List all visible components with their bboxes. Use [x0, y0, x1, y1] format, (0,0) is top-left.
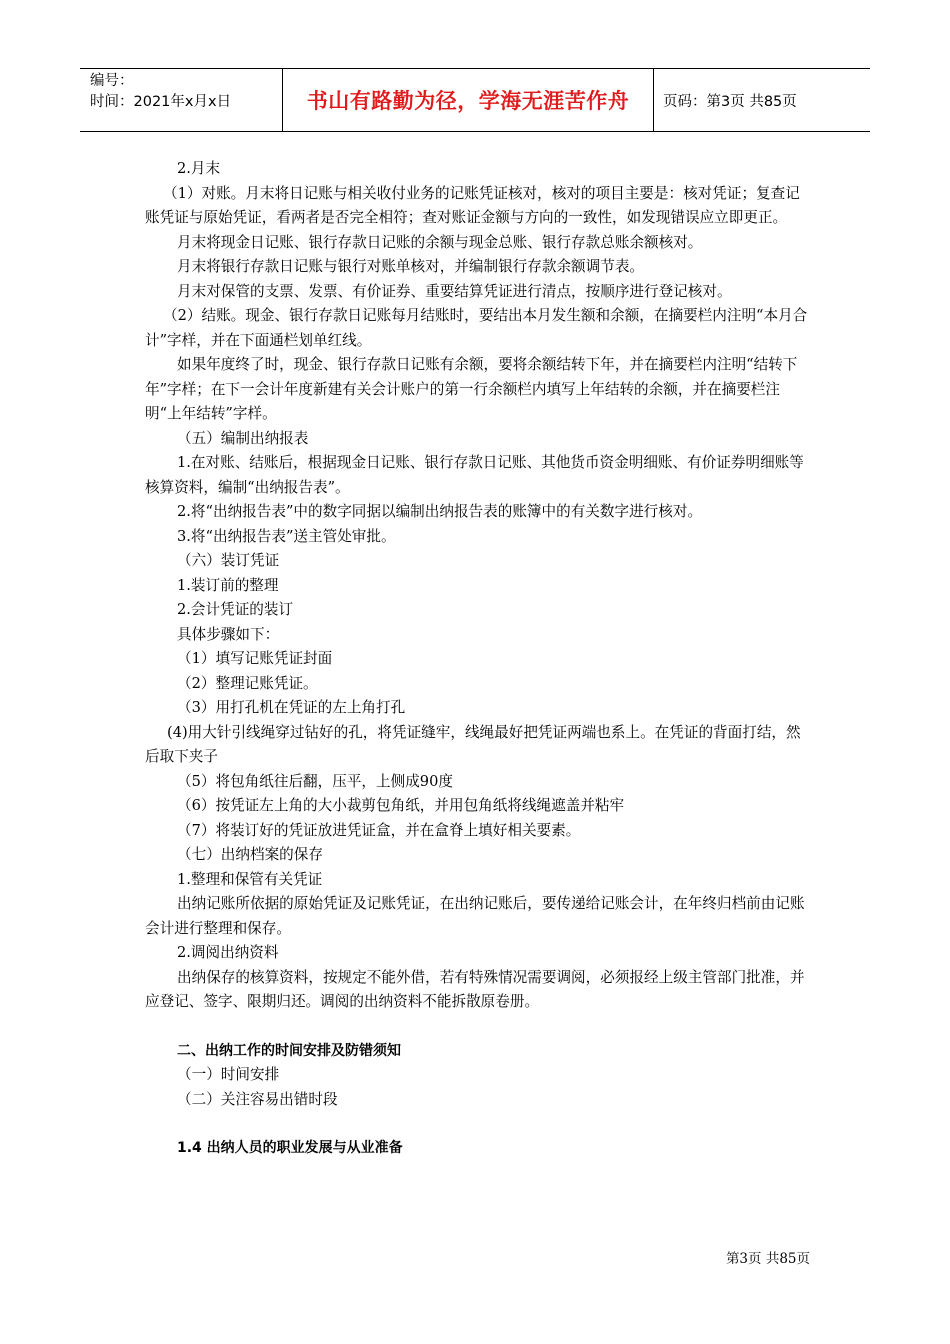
body-paragraph: （2）结账。现金、银行存款日记账每月结账时，要结出本月发生额和余额，在摘要栏内注明“本月合计”字样，并在下面通栏划单红线。 — [145, 307, 808, 349]
header-left-cell — [80, 69, 282, 131]
header-page-info: 页码：第3页 共85页 — [663, 93, 797, 110]
body-paragraph: 2.月末 — [177, 160, 221, 177]
body-paragraph: （1）填写记账凭证封面 — [177, 650, 333, 667]
header-motto: 书山有路勤为径，学海无涯苦作舟 — [282, 69, 654, 131]
body-paragraph: (4)用大针引线绳穿过钻好的孔，将凭证缝牢，线绳最好把凭证两端也系上。在凭证的背面打结，然后取下夹子 — [145, 723, 801, 765]
body-paragraph: （2）整理记账凭证。 — [177, 674, 318, 692]
section-heading: 二、出纳工作的时间安排及防错须知 — [177, 1042, 401, 1059]
body-paragraph: （五）编制出纳报表 — [177, 429, 309, 447]
body-paragraph: （1）对账。月末将日记账与相关收付业务的记账凭证核对，核对的项目主要是：核对凭证；复查记账凭证与原始凭证，看两者是否完全相符；查对账证金额与方向的一致性，如发现错误应立即更正。 — [145, 184, 800, 226]
body-paragraph: 2.调阅出纳资料 — [177, 944, 279, 961]
body-paragraph: 1.在对账、结账后，根据现金日记账、银行存款日记账、其他货币资金明细账、有价证券明细账等核算资料，编制“出纳报告表”。 — [145, 454, 804, 496]
page-footer: 第3页 共85页 — [725, 1251, 810, 1267]
body-paragraph: （六）装订凭证 — [177, 552, 280, 569]
body-paragraph: 具体步骤如下： — [177, 625, 280, 643]
body-paragraph: （6）按凭证左上角的大小裁剪包角纸，并用包角纸将线绳遮盖并粘牢 — [177, 797, 625, 814]
spacer — [145, 1112, 810, 1136]
document-body — [145, 157, 810, 1161]
body-paragraph: （7）将装订好的凭证放进凭证盒，并在盒脊上填好相关要素。 — [177, 821, 581, 839]
body-paragraph: 月末对保管的支票、发票、有价证券、重要结算凭证进行清点，按顺序进行登记核对。 — [177, 282, 732, 300]
page-header — [80, 68, 870, 132]
body-paragraph: （5）将包角纸往后翻，压平，上侧成90度 — [177, 772, 453, 790]
body-paragraph: 出纳记账所依据的原始凭证及记账凭证，在出纳记账后，要传递给记账会计，在年终归档前由记账会计进行整理和保存。 — [145, 895, 805, 937]
body-paragraph: 如果年度终了时，现金、银行存款日记账有余额，要将余额结转下年，并在摘要栏内注明“结转下年”字样；在下一会计年度新建有关会计账户的第一行余额栏内填写上年结转的余额，并在摘要栏注明“上年结转”字样。 — [145, 356, 798, 422]
body-paragraph: 2.会计凭证的装订 — [177, 601, 294, 618]
body-paragraph: （二）关注容易出错时段 — [177, 1090, 338, 1108]
body-paragraph: 1.整理和保管有关凭证 — [177, 870, 323, 888]
section-heading: 1.4 出纳人员的职业发展与从业准备 — [177, 1140, 403, 1156]
body-paragraph: （一）时间安排 — [177, 1066, 280, 1083]
body-paragraph: （3）用打孔机在凭证的左上角打孔 — [177, 699, 406, 716]
body-paragraph: 3.将“出纳报告表”送主管处审批。 — [177, 527, 396, 545]
body-paragraph: 出纳保存的核算资料，按规定不能外借，若有特殊情况需要调阅，必须报经上级主管部门批准，并应登记、签字、限期归还。调阅的出纳资料不能拆散原卷册。 — [145, 968, 805, 1010]
code-label: 编号： — [90, 73, 134, 89]
body-paragraph: 2.将“出纳报告表”中的数字同据以编制出纳报告表的账簿中的有关数字进行核对。 — [177, 503, 703, 520]
spacer — [145, 1015, 810, 1039]
date-line: 时间：2021年x月x日 — [90, 94, 232, 110]
body-paragraph: 月末将银行存款日记账与银行对账单核对，并编制银行存款余额调节表。 — [177, 258, 645, 275]
body-paragraph: 1.装订前的整理 — [177, 576, 279, 594]
body-paragraph: 月末将现金日记账、银行存款日记账的余额与现金总账、银行存款总账余额核对。 — [177, 233, 703, 251]
body-paragraph: （七）出纳档案的保存 — [177, 846, 323, 863]
